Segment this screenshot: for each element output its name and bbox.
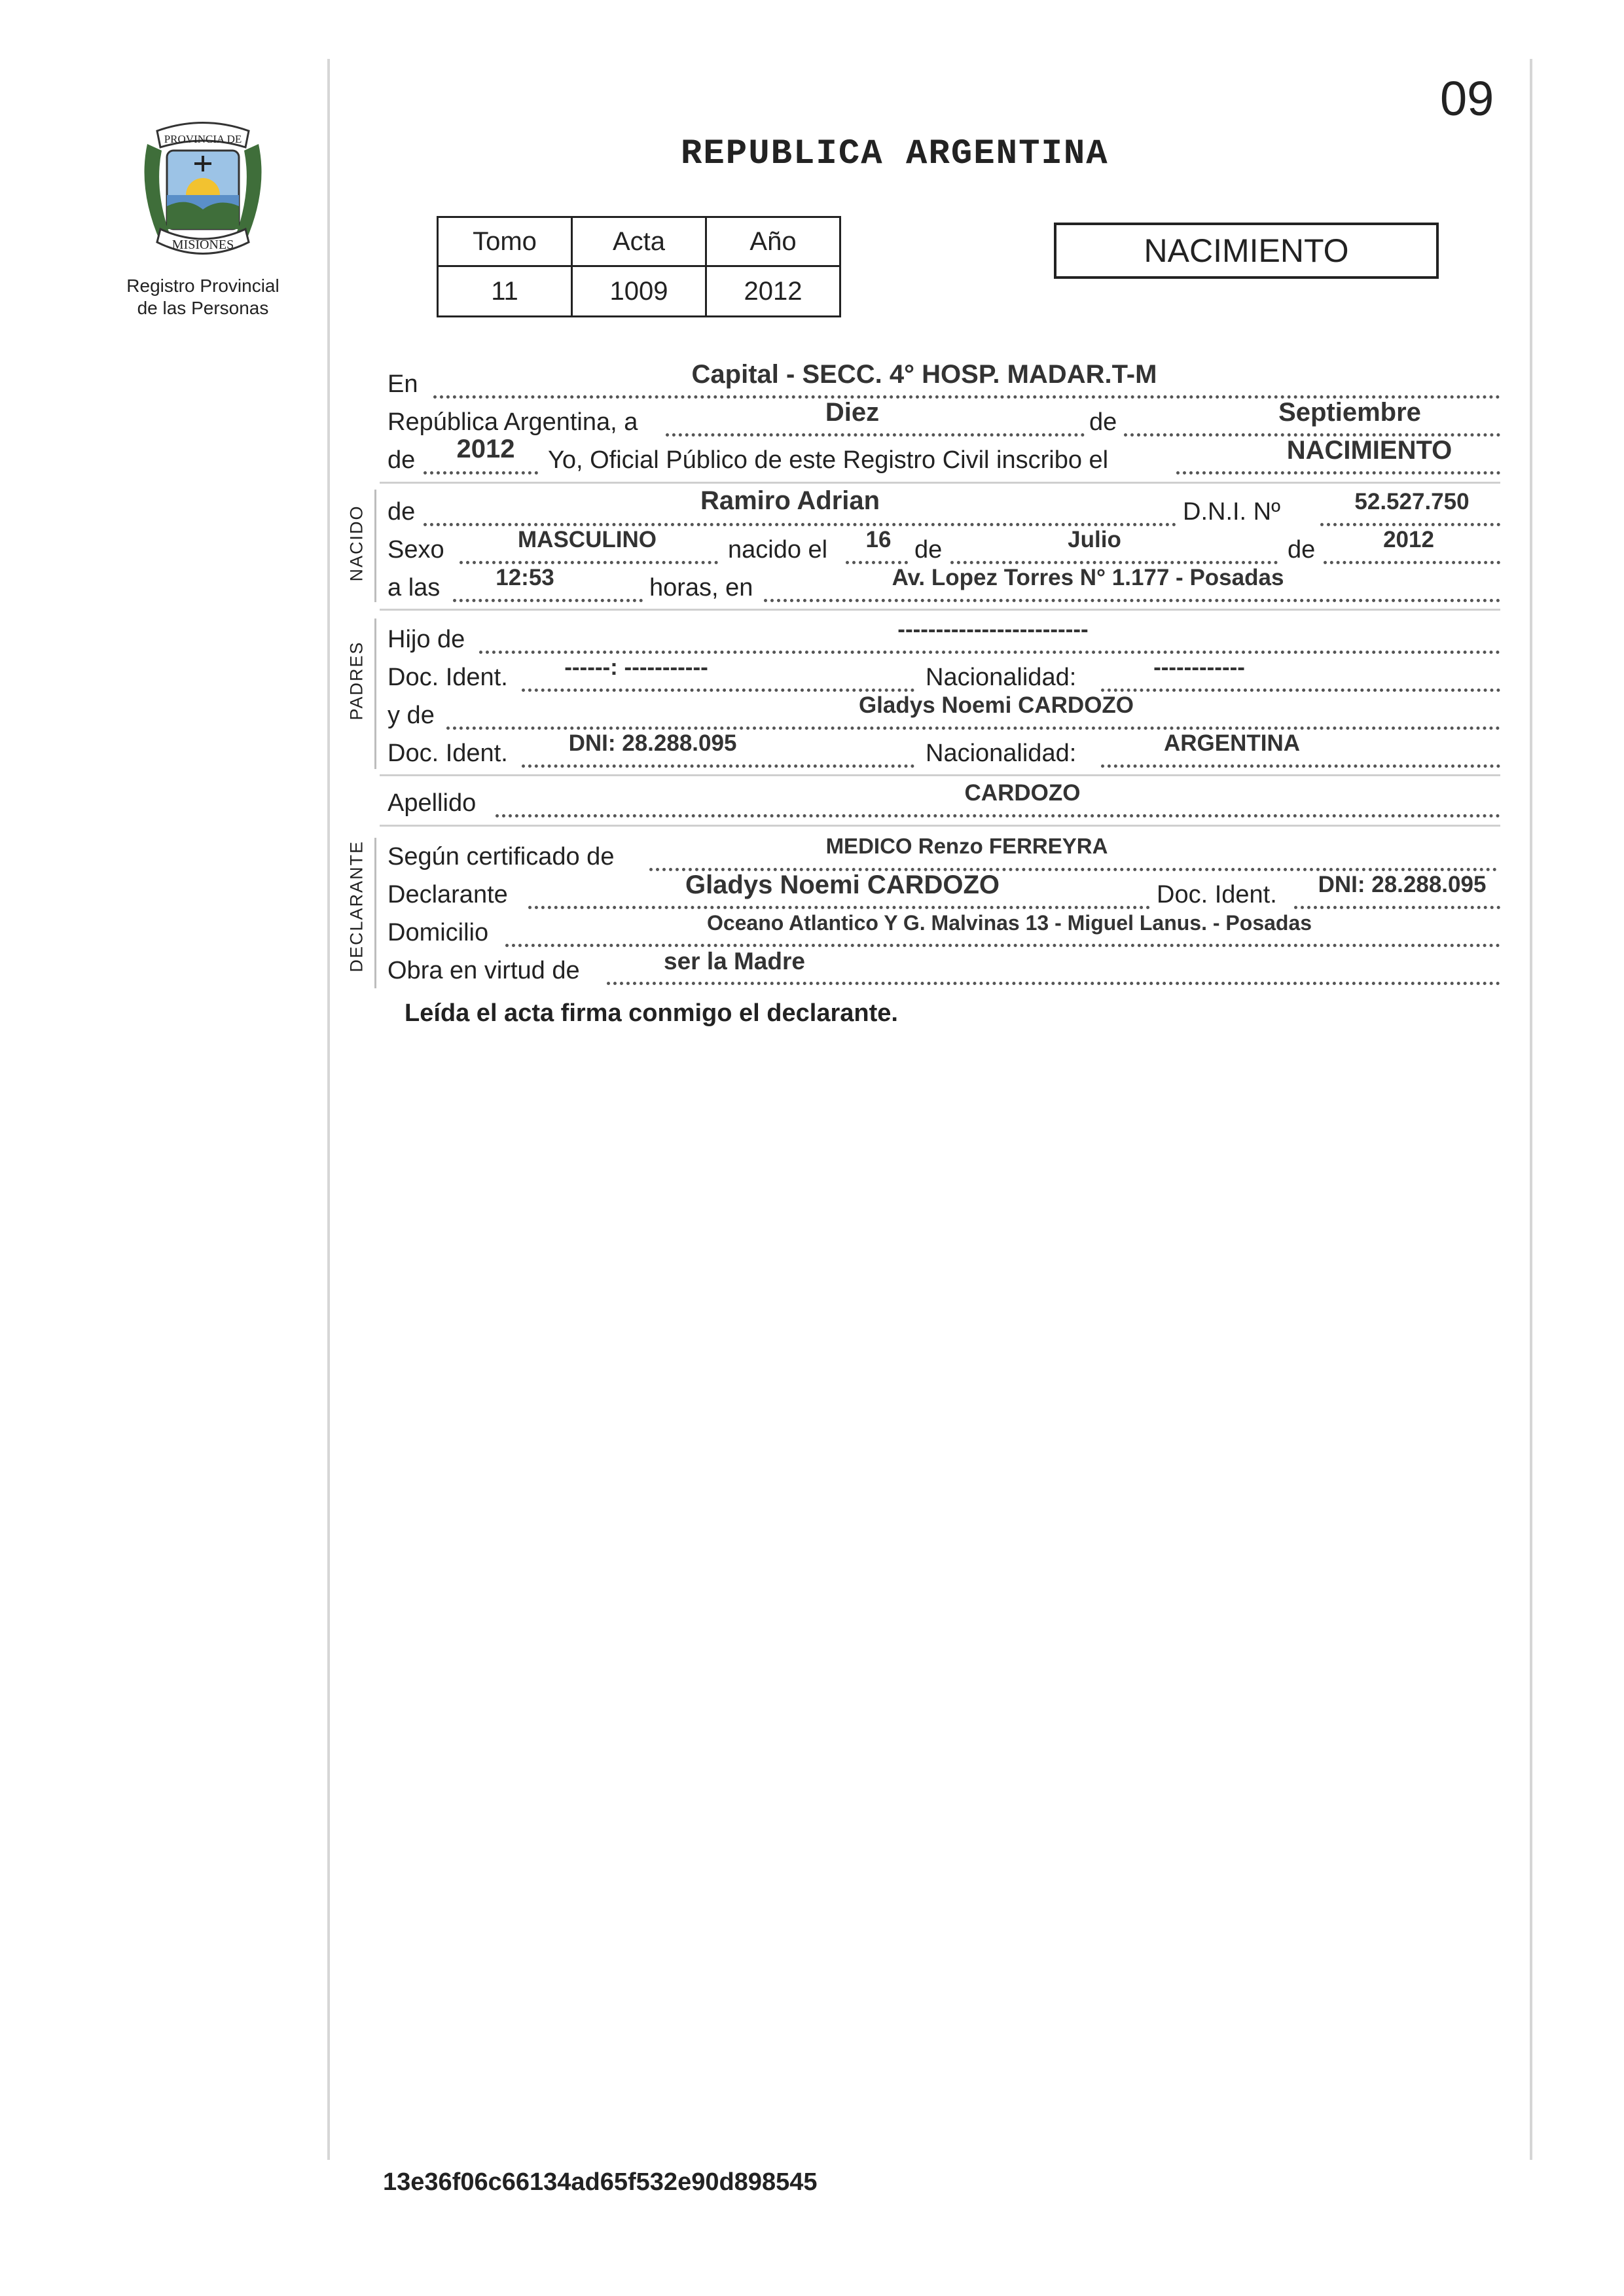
label-a-las: a las [388,574,441,601]
dotted-line [522,762,914,768]
label-yo: Yo, Oficial Público de este Registro Civil inscribo el [548,446,1109,474]
label-de-anio: de [1288,536,1316,564]
value-birth-time: 12:53 [496,565,554,590]
label-segun: Según certificado de [388,843,615,870]
dotted-line [528,903,1150,909]
value-month-words: Septiembre [1278,398,1421,427]
dotted-line [479,648,1500,654]
row-apellido [388,780,1500,825]
row-declarante [388,870,1500,916]
side-label-declarante: DECLARANTE [346,840,367,973]
dotted-line [607,979,1500,985]
dotted-line [1101,762,1500,768]
value-mother: Gladys Noemi CARDOZO [858,692,1134,718]
record-table-values [438,266,840,317]
header-acta: Acta [572,217,706,266]
label-declarante: Declarante [388,881,508,908]
country-title: REPUBLICA ARGENTINA [681,134,1109,174]
value-birth-day: 16 [865,527,892,552]
registry-line-2: de las Personas [137,298,269,318]
row-a-las [388,565,1500,609]
value-day-words: Diez [825,398,880,427]
value-act-type: NACIMIENTO [1286,436,1453,465]
value-father-nat: ------------ [1153,655,1245,680]
nacido-bracket [374,490,376,602]
padres-bracket [374,619,376,769]
dotted-line [453,596,643,602]
closing-statement: Leída el acta firma conmigo el declarante. [405,999,898,1027]
value-place: Capital - SECC. 4° HOSP. MADAR.T-M [691,360,1157,389]
dotted-line [764,596,1500,602]
dotted-line [460,558,718,564]
value-mother-nat: ARGENTINA [1163,730,1301,756]
value-certificate: MEDICO Renzo FERREYRA [825,834,1108,858]
dotted-line [666,431,1085,437]
value-declarant-doc: DNI: 28.288.095 [1318,872,1487,897]
value-sex: MASCULINO [518,527,657,552]
label-nacionalidad-2: Nacionalidad: [926,740,1077,767]
dotted-line [446,724,1500,730]
label-dni: D.N.I. Nº [1183,498,1280,526]
dotted-line [424,469,538,475]
value-declarant: Gladys Noemi CARDOZO [685,870,1000,899]
label-obra: Obra en virtud de [388,957,580,984]
value-father-doc: ------: ----------- [564,655,708,680]
separator [380,774,1500,776]
right-margin-line [1530,59,1532,2160]
row-domicilio [388,911,1500,954]
label-republica: República Argentina, a [388,408,638,436]
dotted-line [1176,469,1500,475]
value-surname: CARDOZO [964,780,1081,806]
record-type-box: NACIMIENTO [1054,223,1439,279]
document-hash: 13e36f06c66134ad65f532e90d898545 [383,2168,818,2196]
dotted-line [1294,903,1500,909]
dotted-line [522,686,914,692]
label-horas-en: horas, en [649,574,753,601]
dotted-line [496,812,1500,817]
label-de-mes: de [914,536,943,564]
registry-line-1: Registro Provincial [126,276,280,296]
header-tomo: Tomo [438,217,572,266]
value-year: 2012 [456,435,515,463]
label-en: En [388,370,418,398]
value-birth-year: 2012 [1383,527,1434,552]
record-table-header [438,217,840,266]
label-y-de: y de [388,702,435,729]
value-acta: 1009 [572,266,706,317]
province-seal [134,118,272,275]
row-yo [388,435,1500,482]
row-doc-2 [388,730,1500,775]
svg-text:MISIONES: MISIONES [171,238,234,252]
dotted-line [950,558,1278,564]
label-apellido: Apellido [388,789,477,817]
left-margin-line [327,59,330,2160]
label-de-year: de [388,446,416,474]
header-anio: Año [706,217,840,266]
dotted-line [424,520,1176,526]
label-de-name: de [388,498,416,526]
label-doc-ident-1: Doc. Ident. [388,664,508,691]
label-domicilio: Domicilio [388,919,489,946]
record-table [437,216,841,317]
label-doc-ident-2: Doc. Ident. [388,740,508,767]
dotted-line [1324,558,1500,564]
seal-icon [134,118,272,275]
value-tomo: 11 [438,266,572,317]
value-anio: 2012 [706,266,840,317]
value-name: Ramiro Adrian [700,486,880,515]
page-number: 09 [1440,71,1494,126]
registry-caption [105,275,301,319]
side-label-padres: PADRES [346,641,367,721]
label-doc-ident-3: Doc. Ident. [1157,881,1277,908]
value-dni: 52.527.750 [1354,489,1470,514]
row-obra [388,948,1500,992]
dotted-line [1101,686,1500,692]
label-nacido-el: nacido el [728,536,828,564]
separator [380,609,1500,611]
label-nacionalidad-1: Nacionalidad: [926,664,1077,691]
dotted-line [1320,520,1500,526]
side-label-nacido: NACIDO [346,505,367,582]
declarante-bracket [374,838,376,988]
value-mother-doc: DNI: 28.288.095 [568,730,737,756]
value-birth-place: Av. Lopez Torres N° 1.177 - Posadas [892,565,1284,590]
separator [380,482,1500,484]
label-hijo-de: Hijo de [388,626,465,653]
dotted-line [846,558,908,564]
svg-text:PROVINCIA DE: PROVINCIA DE [164,133,242,145]
separator [380,825,1500,827]
value-address: Oceano Atlantico Y G. Malvinas 13 - Miguel Lanus. - Posadas [706,911,1312,935]
dotted-line [505,941,1500,947]
value-capacity: ser la Madre [664,948,805,975]
value-birth-month: Julio [1068,527,1121,552]
label-de-month: de [1089,408,1117,436]
value-father: ------------------------- [897,617,1089,642]
label-sexo: Sexo [388,536,444,564]
